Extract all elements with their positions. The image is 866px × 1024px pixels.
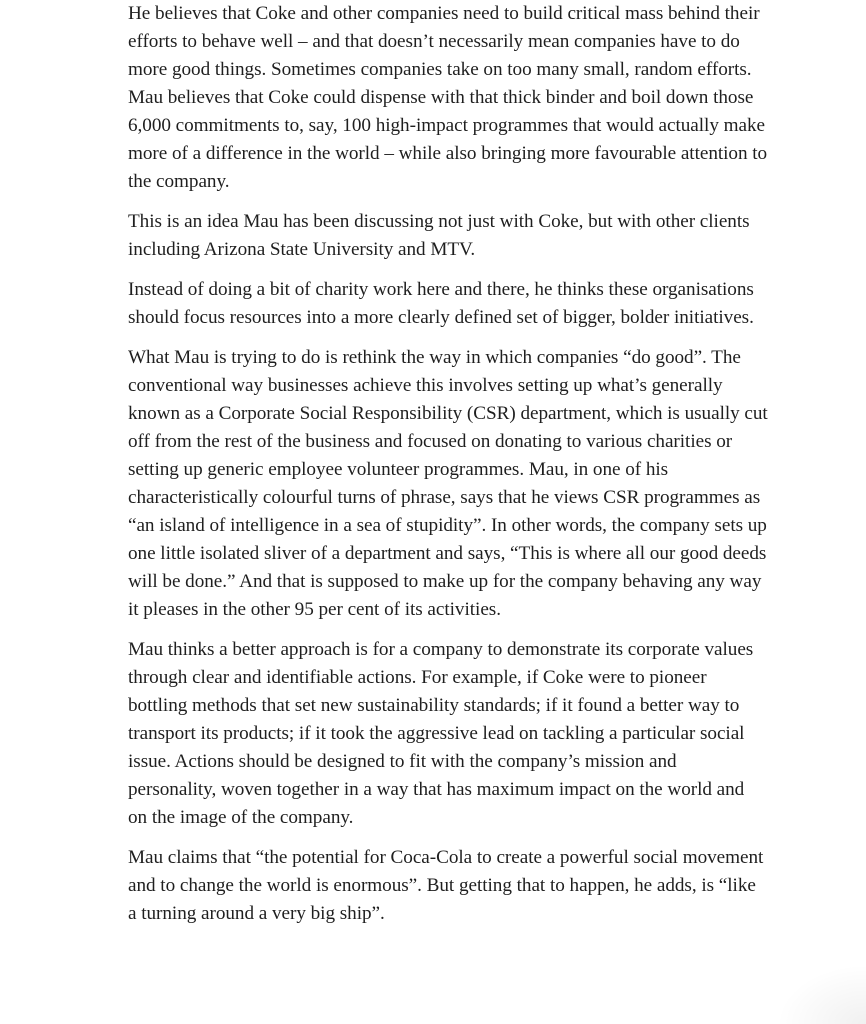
paragraph-better-approach: Mau thinks a better approach is for a company to demonstrate its corporate values through clear and identifiable actions. For example, if Coke were to pioneer bottling methods that set new sustainability standards; if it found a better way to transport its products; if it took the aggressive lead on tackling a particular social issue. Actions should be designed to fit with the company’s mission and personality, woven together in a way that has maximum impact on the world and on the image of the company. bbox=[128, 639, 754, 828]
article-body bbox=[128, 0, 768, 940]
paragraph-bigger-initiatives: Instead of doing a bit of charity work here and there, he thinks these organisations should focus resources into a more clearly defined set of bigger, bolder initiatives. bbox=[128, 279, 754, 328]
paragraph-other-clients: This is an idea Mau has been discussing not just with Coke, but with other clients including Arizona State University and MTV. bbox=[128, 211, 750, 260]
page-corner-shadow bbox=[776, 964, 866, 1024]
paragraph-csr-rethink: What Mau is trying to do is rethink the way in which companies “do good”. The conventional way businesses achieve this involves setting up what’s generally known as a Corporate Social Responsibility (CSR) department, which is usually cut off from the rest of the business and focused on donating to various charities or setting up generic employee volunteer programmes. Mau, in one of his characteristically colourful turns of phrase, says that he views CSR programmes as “an island of intelligence in a sea of stupidity”. In other words, the company sets up one little isolated sliver of a department and says, “This is where all our good deeds will be done.” And that is supposed to make up for the company behaving any way it pleases in the other 95 per cent of its activities. bbox=[128, 347, 768, 620]
paragraph-critical-mass: He believes that Coke and other companies need to build critical mass behind their efforts to behave well – and that doesn’t necessarily mean companies have to do more good things. Sometimes companies take on too many small, random efforts. Mau believes that Coke could dispense with that thick binder and boil down those 6,000 commitments to, say, 100 high-impact programmes that would actually make more of a difference in the world – while also bringing more favourable attention to the company. bbox=[128, 3, 768, 192]
paragraph-big-ship: Mau claims that “the potential for Coca-Cola to create a powerful social movement and to change the world is enormous”. But getting that to happen, he adds, is “like a turning around a very big ship”. bbox=[128, 847, 764, 924]
